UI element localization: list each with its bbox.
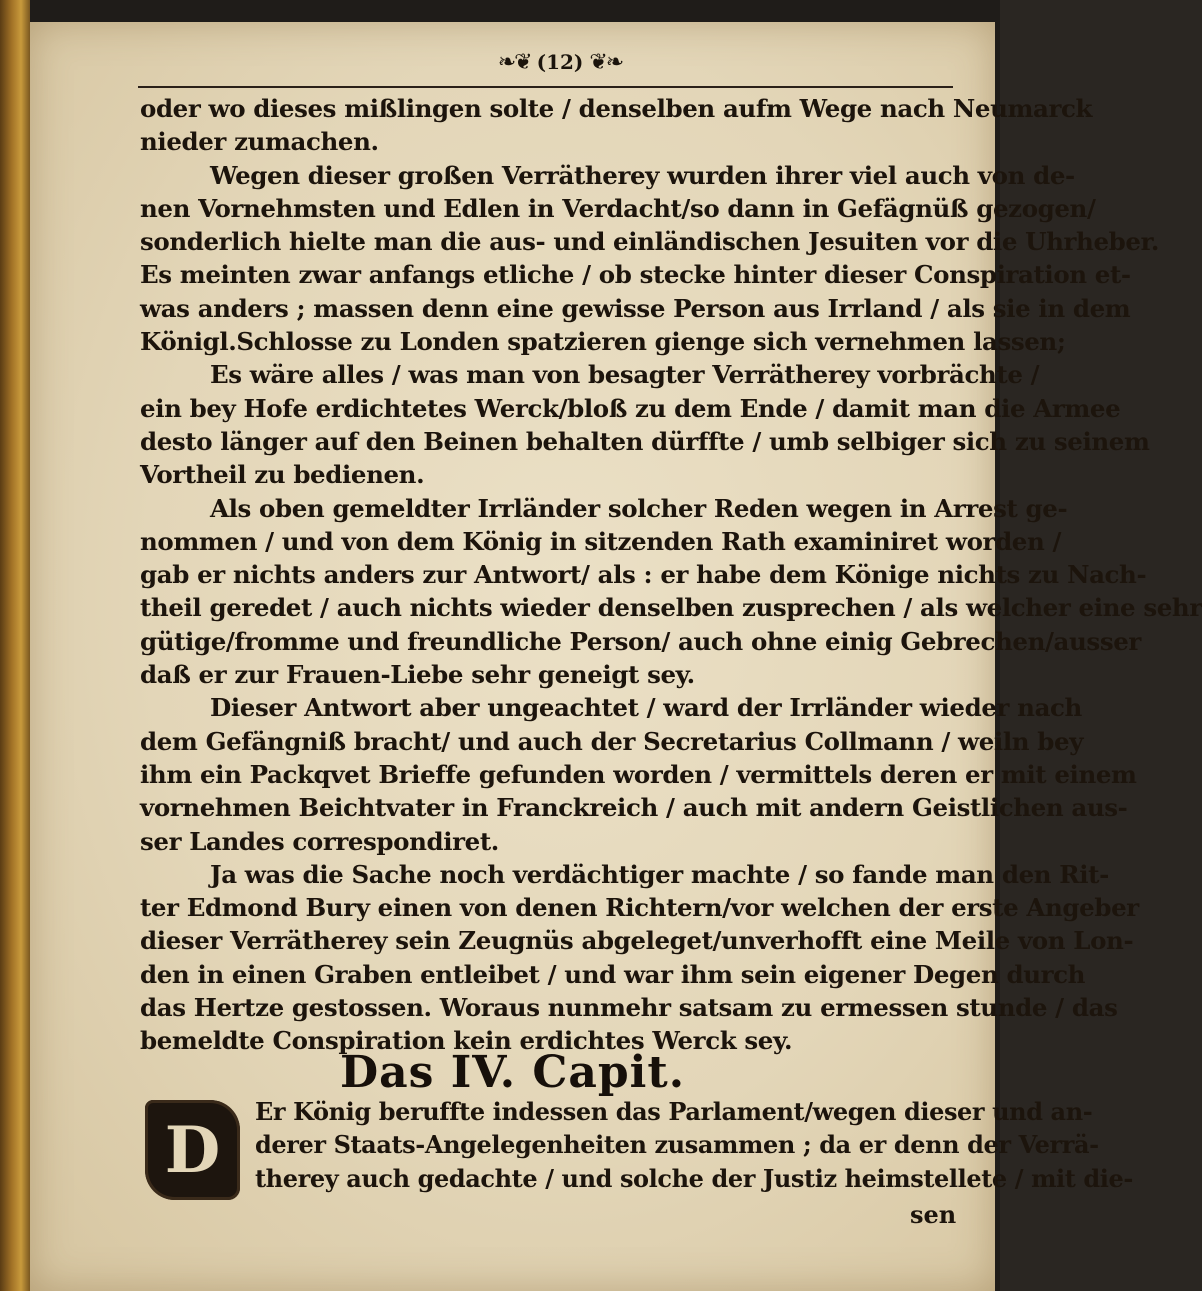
body-text [140, 92, 1202, 1058]
text-line: Ja was die Sache noch verdächtiger machte / so fande man den Rit- [210, 859, 1109, 889]
text-line: oder wo dieses mißlingen solte / denselben aufm Wege nach Neumarck [140, 94, 1093, 123]
text-line: Königl.Schlosse zu Londen spatzieren gienge sich vernehmen lassen; [140, 327, 1066, 357]
text-line: ter Edmond Bury einen von denen Richtern/vor welchen der erste Angeber [140, 893, 1139, 923]
text-line: bemeldte Conspiration kein erdichtes Werck sey. [140, 1026, 793, 1056]
text-line: desto länger auf den Beinen behalten dürffte / umb selbiger sich zu seinem [140, 426, 1150, 456]
text-line: Vortheil zu bedienen. [140, 460, 425, 490]
gilt-book-edge [0, 0, 30, 1291]
text-line: dem Gefängniß bracht/ und auch der Secretarius Collmann / weiln bey [140, 726, 1084, 756]
text-line: Es wäre alles / was man von besagter Verrätherey vorbrächte / [210, 360, 1040, 390]
text-line: nommen / und von dem König in sitzenden Rath examiniret worden / [140, 526, 1062, 556]
catchword: sen [910, 1200, 957, 1229]
text-line: was anders ; massen denn eine gewisse Person aus Irrland / als sie in dem [140, 293, 1131, 323]
text-line: das Hertze gestossen. Woraus nunmehr satsam zu ermessen stunde / das [140, 993, 1118, 1023]
header-ornament-right: ❦❧ [589, 49, 623, 75]
text-line: ein bey Hofe erdichtetes Werck/bloß zu dem Ende / damit man die Armee [140, 393, 1121, 423]
text-line: Es meinten zwar anfangs etliche / ob stecke hinter dieser Conspiration et- [140, 260, 1131, 290]
text-line: dieser Verrätherey sein Zeugnüs abgeleget/unverhofft eine Meile von Lon- [140, 926, 1134, 956]
text-line: daß er zur Frauen-Liebe sehr geneigt sey. [140, 660, 695, 690]
chapter-text-line: derer Staats-Angelegenheiten zusammen ; da er denn der Verrä- [255, 1130, 1099, 1160]
chapter-text [255, 1095, 1133, 1195]
page-sheet [30, 22, 1202, 1291]
text-line: theil geredet / auch nichts wieder denselben zusprechen / als welcher eine sehr [140, 593, 1202, 623]
page-number: (12) [536, 50, 584, 74]
chapter-text-line: Er König beruffte indessen das Parlament/wegen dieser und an- [255, 1097, 1093, 1126]
text-line: nieder zumachen. [140, 127, 379, 157]
text-line: sonderlich hielte man die aus- und einländischen Jesuiten vor die Uhrheber. [140, 227, 1159, 257]
decorated-initial: D [145, 1100, 240, 1200]
text-line: den in einen Graben entleibet / und war ihm sein eigener Degen durch [140, 959, 1086, 989]
text-line: Als oben gemeldter Irrländer solcher Reden wegen in Arrest ge- [210, 493, 1068, 523]
text-line: ser Landes correspondiret. [140, 826, 499, 856]
page-header [470, 42, 650, 82]
chapter-text-line: therey auch gedachte / und solche der Justiz heimstellete / mit die- [255, 1163, 1133, 1193]
text-line: gütige/fromme und freundliche Person/ auch ohne einig Gebrechen/ausser [140, 626, 1141, 656]
text-line: ihm ein Packqvet Brieffe gefunden worden / vermittels deren er mit einem [140, 759, 1137, 789]
text-line: Wegen dieser großen Verrätherey wurden ihrer viel auch von de- [210, 160, 1075, 190]
text-line: nen Vornehmsten und Edlen in Verdacht/so dann in Gefägnüß gezogen/ [140, 193, 1096, 223]
text-line: vornehmen Beichtvater in Franckreich / auch mit andern Geistlichen aus- [140, 793, 1128, 823]
text-line: Dieser Antwort aber ungeachtet / ward der Irrländer wieder nach [210, 693, 1082, 723]
header-ornament-left: ❧❦ [497, 49, 531, 75]
chapter-heading: Das IV. Capit. [339, 1047, 686, 1098]
header-rule [138, 86, 953, 88]
text-line: gab er nichts anders zur Antwort/ als : er habe dem Könige nichts zu Nach- [140, 560, 1147, 590]
